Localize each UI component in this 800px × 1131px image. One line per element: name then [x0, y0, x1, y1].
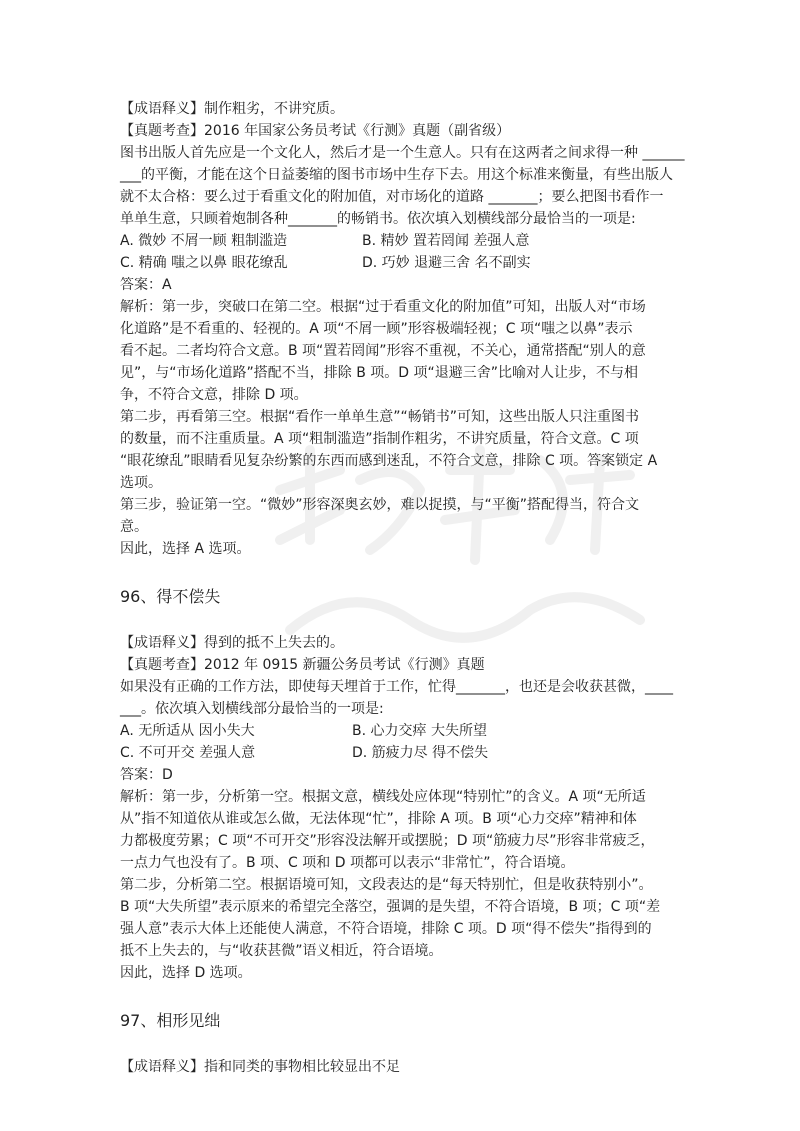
- analysis-line: 从”指不知道依从谁或怎么做，无法体现“忙”，排除 A 项。B 项“心力交瘁”精神和体: [120, 811, 637, 827]
- option-d: D. 巧妙 退避三舍 名不副实: [362, 255, 531, 271]
- analysis-line: 第二步，再看第三空。根据“看作一单单生意”“畅销书”可知，这些出版人只注重图书: [120, 409, 640, 425]
- section-95: [120, 98, 690, 560]
- analysis-line: 选项。: [120, 475, 162, 491]
- question-line: 图书出版人首先应是一个文化人，然后才是一个生意人。只有在这两者之间求得一种 ______: [120, 145, 685, 161]
- option-row: [120, 720, 690, 742]
- answer: 答案：A: [120, 277, 172, 293]
- question-line: 如果没有正确的工作方法，即使每天埋首于工作，忙得_______，也还是会收获甚微，____: [120, 679, 673, 695]
- analysis-line: 争，不符合文意，排除 D 项。: [120, 387, 308, 403]
- option-a: A. 无所适从 因小失大: [120, 723, 255, 739]
- option-row: [120, 742, 690, 764]
- conclusion: 因此，选择 A 选项。: [120, 541, 251, 557]
- section-96: [120, 586, 690, 984]
- analysis-line: 看不起。二者均符合文意。B 项“置若罔闻”形容不重视，不关心，通常搭配“别人的意: [120, 343, 646, 359]
- analysis-line: 第三步，验证第一空。“微妙”形容深奥玄妙，难以捉摸，与“平衡”搭配得当，符合文: [120, 497, 640, 513]
- option-d: D. 筋疲力尽 得不偿失: [352, 745, 489, 761]
- analysis-line: 的数量，而不注重质量。A 项“粗制滥造”指制作粗劣，不讲究质量，符合文意。C 项: [120, 431, 639, 447]
- section-97: [120, 1010, 690, 1078]
- analysis-line: 解析：第一步，突破口在第二空。根据“过于看重文化的附加值”可知，出版人对“市场: [120, 299, 646, 315]
- section-heading: 96、得不偿失: [120, 587, 221, 606]
- analysis-line: 一点力气也没有了。B 项、C 项和 D 项都可以表示“非常忙”，符合语境。: [120, 855, 575, 871]
- analysis-line: 解析：第一步，分析第一空。根据文意，横线处应体现“特别忙”的含义。A 项“无所适: [120, 789, 646, 805]
- idiom-definition: 【成语释义】指和同类的事物相比较显出不足: [120, 1059, 400, 1075]
- option-row: [120, 252, 690, 274]
- idiom-definition: 【成语释义】得到的抵不上失去的。: [120, 635, 344, 651]
- analysis-line: 化道路”是不看重的、轻视的。A 项“不屑一顾”形容极端轻视；C 项“嗤之以鼻”表示: [120, 321, 633, 337]
- analysis-line: 抵不上失去的，与“收获甚微”语义相近，符合语境。: [120, 943, 443, 959]
- question-line: 单单生意，只顾着炮制各种_______的畅销书。依次填入划横线部分最恰当的一项是:: [120, 211, 636, 227]
- analysis-line: “眼花缭乱”眼睛看见复杂纷繁的东西而感到迷乱，不符合文意，排除 C 项。答案锁定 A: [120, 453, 658, 469]
- conclusion: 因此，选择 D 选项。: [120, 965, 252, 981]
- analysis-line: 力都极度劳累；C 项“不可开交”形容没法解开或摆脱；D 项“筋疲力尽”形容非常疲乏，: [120, 833, 655, 849]
- question-line: ___的平衡，才能在这个日益萎缩的图书市场中生存下去。用这个标准来衡量，有些出版人: [120, 167, 673, 183]
- analysis-line: 第二步，分析第二空。根据语境可知，文段表达的是“每天特别忙，但是收获特别小”。: [120, 877, 653, 893]
- analysis-line: 强人意”表示大体上还能使人满意，不符合语境，排除 C 项。D 项“得不偿失”指得到的: [120, 921, 652, 937]
- analysis-line: B 项“大失所望”表示原来的希望完全落空，强调的是失望，不符合语境，B 项；C 项“差: [120, 899, 661, 915]
- document-page: [120, 98, 690, 1078]
- analysis-line: 见”，与“市场化道路”搭配不当，排除 B 项。D 项“退避三舍”比喻对人让步，不与相: [120, 365, 638, 381]
- analysis-line: 意。: [120, 519, 148, 535]
- idiom-definition: 【成语释义】制作粗劣，不讲究质。: [120, 101, 344, 117]
- option-row: [120, 230, 690, 252]
- answer: 答案：D: [120, 767, 173, 783]
- option-b: B. 心力交瘁 大失所望: [352, 723, 487, 739]
- question-line: ___。依次填入划横线部分最恰当的一项是:: [120, 701, 384, 717]
- option-b: B. 精妙 置若罔闻 差强人意: [362, 233, 530, 249]
- section-heading: 97、相形见绌: [120, 1011, 221, 1030]
- option-c: C. 精确 嗤之以鼻 眼花缭乱: [120, 255, 288, 271]
- exam-source: 【真题考查】2016 年国家公务员考试《行测》真题（副省级）: [120, 123, 511, 139]
- exam-source: 【真题考查】2012 年 0915 新疆公务员考试《行测》真题: [120, 657, 485, 673]
- option-c: C. 不可开交 差强人意: [120, 745, 256, 761]
- question-line: 就不太合格：要么过于看重文化的附加值，对市场化的道路 _______；要么把图书看作一: [120, 189, 664, 205]
- option-a: A. 微妙 不屑一顾 粗制滥造: [120, 233, 288, 249]
